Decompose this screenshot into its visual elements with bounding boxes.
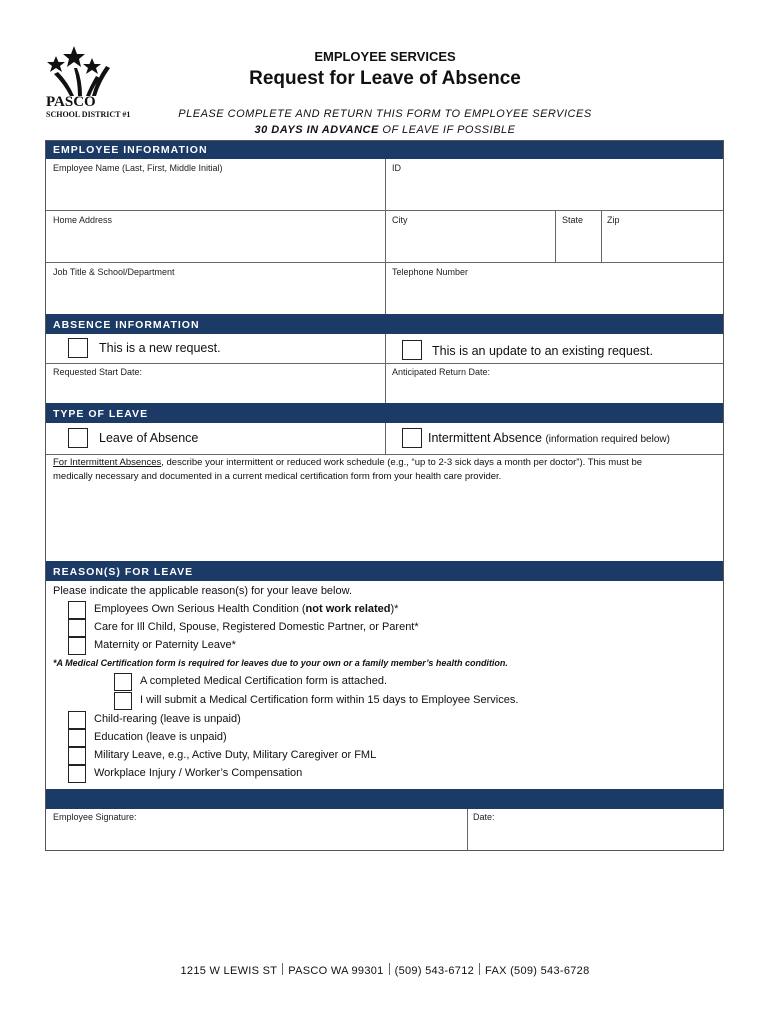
ill-family-checkbox[interactable] bbox=[68, 619, 86, 637]
state-field[interactable] bbox=[558, 227, 598, 261]
advance-bold: 30 DAYS IN ADVANCE bbox=[254, 124, 379, 136]
telephone-field[interactable] bbox=[388, 279, 721, 313]
leave-of-absence-checkbox[interactable] bbox=[68, 428, 88, 448]
footer-phone: (509) 543-6712 bbox=[394, 965, 475, 977]
id-label: ID bbox=[392, 163, 401, 173]
intermittent-text: Intermittent Absence bbox=[428, 431, 542, 445]
date-label: Date: bbox=[473, 812, 495, 822]
absence-info-heading: ABSENCE INFORMATION bbox=[46, 314, 723, 334]
reasons-heading: REASON(S) FOR LEAVE bbox=[46, 561, 723, 581]
footer-contact bbox=[0, 963, 770, 977]
form-title: Request for Leave of Absence bbox=[249, 68, 521, 89]
new-request-label: This is a new request. bbox=[99, 341, 221, 355]
own-health-checkbox[interactable] bbox=[68, 601, 86, 619]
signature-field[interactable] bbox=[48, 825, 464, 849]
advance-rest: OF LEAVE IF POSSIBLE bbox=[378, 124, 516, 136]
intermittent-checkbox[interactable] bbox=[402, 428, 422, 448]
leave-of-absence-label: Leave of Absence bbox=[99, 431, 199, 445]
intermittent-desc-line1: , describe your intermittent or reduced work schedule (e.g., “up to 2-3 sick days a month per doctor”). This must be bbox=[161, 457, 643, 468]
footer-city: PASCO WA 99301 bbox=[288, 965, 384, 977]
workplace-injury-checkbox[interactable] bbox=[68, 765, 86, 783]
intermittent-desc-line2: medically necessary and documented in a current medical certification form from your health care provider. bbox=[53, 471, 502, 482]
intermittent-description bbox=[53, 456, 718, 484]
signature-bar bbox=[46, 789, 723, 809]
zip-label: Zip bbox=[607, 215, 620, 225]
city-label: City bbox=[392, 215, 408, 225]
own-health-post: )* bbox=[390, 603, 399, 615]
state-label: State bbox=[562, 215, 584, 225]
date-field[interactable] bbox=[470, 825, 721, 849]
intermittent-schedule-field[interactable] bbox=[48, 487, 721, 559]
cert-attached-label: A completed Medical Certification form is attached. bbox=[140, 675, 388, 687]
signature-label: Employee Signature: bbox=[53, 812, 137, 822]
workplace-injury-label: Workplace Injury / Worker’s Compensation bbox=[94, 767, 303, 779]
city-field[interactable] bbox=[388, 227, 552, 261]
child-rearing-checkbox[interactable] bbox=[68, 711, 86, 729]
instruction-line: PLEASE COMPLETE AND RETURN THIS FORM TO EMPLOYEE SERVICES bbox=[178, 108, 592, 120]
start-date-field[interactable] bbox=[48, 379, 382, 401]
military-checkbox[interactable] bbox=[68, 747, 86, 765]
reasons-intro: Please indicate the applicable reason(s) for your leave below. bbox=[53, 585, 353, 597]
own-health-label bbox=[94, 603, 398, 615]
footer-address: 1215 W LEWIS ST bbox=[180, 965, 278, 977]
cert-attached-checkbox[interactable] bbox=[114, 673, 132, 691]
education-label: Education (leave is unpaid) bbox=[94, 731, 227, 743]
new-request-checkbox[interactable] bbox=[68, 338, 88, 358]
telephone-label: Telephone Number bbox=[392, 267, 469, 277]
own-health-pre: Employees Own Serious Health Condition ( bbox=[94, 603, 306, 615]
logo-pasco-text: PASCO bbox=[46, 94, 96, 110]
own-health-bold: not work related bbox=[305, 603, 391, 615]
employee-info-heading: EMPLOYEE INFORMATION bbox=[46, 141, 723, 159]
education-checkbox[interactable] bbox=[68, 729, 86, 747]
leave-form bbox=[45, 140, 724, 851]
ill-family-label: Care for Ill Child, Spouse, Registered Domestic Partner, or Parent* bbox=[94, 621, 419, 633]
start-date-label: Requested Start Date: bbox=[53, 367, 143, 377]
type-of-leave-heading: TYPE OF LEAVE bbox=[46, 403, 723, 423]
cert-later-checkbox[interactable] bbox=[114, 692, 132, 710]
military-label: Military Leave, e.g., Active Duty, Military Caregiver or FML bbox=[94, 749, 377, 761]
job-title-label: Job Title & School/Department bbox=[53, 267, 175, 277]
child-rearing-label: Child-rearing (leave is unpaid) bbox=[94, 713, 241, 725]
return-date-label: Anticipated Return Date: bbox=[392, 367, 491, 377]
advance-notice bbox=[0, 124, 770, 136]
home-address-field[interactable] bbox=[48, 227, 382, 261]
intermittent-label bbox=[428, 431, 670, 445]
home-address-label: Home Address bbox=[53, 215, 113, 225]
return-date-field[interactable] bbox=[388, 379, 721, 401]
certification-note: *A Medical Certification form is required for leaves due to your own or a family member’s health condition. bbox=[53, 658, 508, 668]
footer-fax: FAX (509) 543-6728 bbox=[485, 965, 590, 977]
employee-name-field[interactable] bbox=[48, 175, 382, 209]
update-request-label: This is an update to an existing request. bbox=[432, 344, 653, 358]
zip-field[interactable] bbox=[604, 227, 721, 261]
employee-name-label: Employee Name (Last, First, Middle Initial) bbox=[53, 163, 223, 173]
id-field[interactable] bbox=[388, 175, 721, 209]
department-heading: EMPLOYEE SERVICES bbox=[314, 49, 456, 64]
maternity-checkbox[interactable] bbox=[68, 637, 86, 655]
job-title-field[interactable] bbox=[48, 279, 382, 313]
intermittent-note: (information required below) bbox=[545, 434, 670, 445]
intermittent-desc-underlined: For Intermittent Absences bbox=[53, 457, 162, 468]
update-request-checkbox[interactable] bbox=[402, 340, 422, 360]
logo-district-text: SCHOOL DISTRICT #1 bbox=[46, 110, 131, 119]
cert-later-label: I will submit a Medical Certification form within 15 days to Employee Services. bbox=[140, 694, 519, 706]
maternity-label: Maternity or Paternity Leave* bbox=[94, 639, 236, 651]
